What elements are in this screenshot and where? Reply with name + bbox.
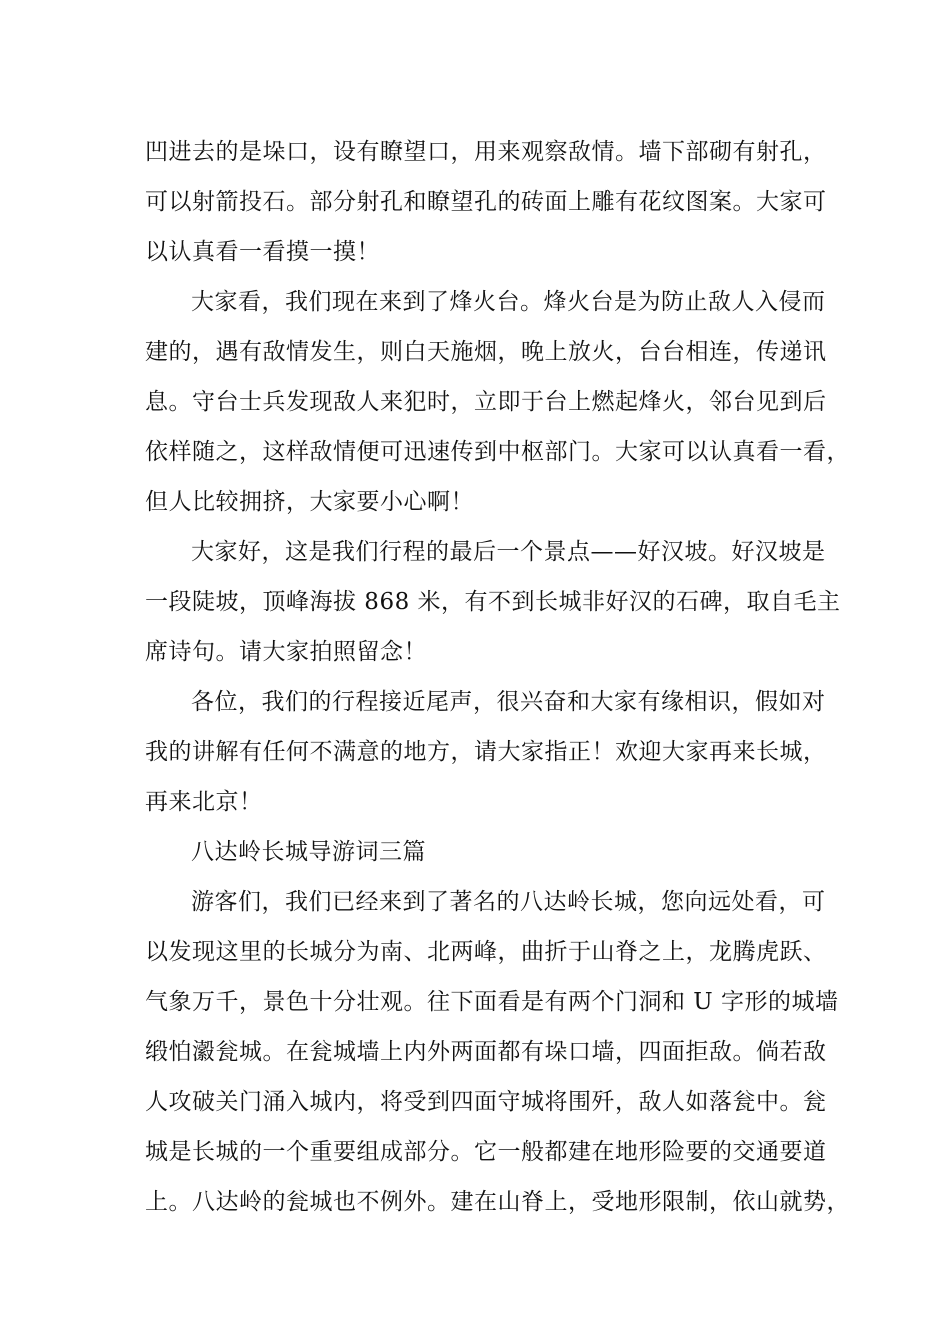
text-line: 气象万千，景色十分壮观。往下面看是有两个门洞和 U 字形的城墙 bbox=[145, 989, 839, 1015]
text-line: 人攻破关门涌入城内，将受到四面守城将围歼，敌人如落瓮中。瓮 bbox=[145, 1089, 827, 1115]
text-line: 上。八达岭的瓮城也不例外。建在山脊上，受地形限制，依山就势， bbox=[145, 1189, 850, 1215]
text-line: 以认真看一看摸一摸！ bbox=[145, 239, 380, 265]
paragraph-badaling-intro bbox=[145, 877, 850, 1227]
document-body bbox=[145, 127, 850, 1227]
heading-line: 八达岭长城导游词三篇 bbox=[191, 839, 426, 865]
text-line: 建的，遇有敌情发生，则白天施烟，晚上放火，台台相连，传递讯 bbox=[145, 339, 827, 365]
paragraph-beacon-tower bbox=[145, 277, 850, 527]
text-line: 大家好，这是我们行程的最后一个景点——好汉坡。好汉坡是 bbox=[191, 539, 826, 565]
text-line: 缎怕瀫瓮城。在瓮城墙上内外两面都有垛口墙，四面拒敌。倘若敌 bbox=[145, 1039, 827, 1065]
text-line: 城是长城的一个重要组成部分。它一般都建在地形险要的交通要道 bbox=[145, 1139, 827, 1165]
text-line: 可以射箭投石。部分射孔和瞭望孔的砖面上雕有花纹图案。大家可 bbox=[145, 189, 827, 215]
text-line: 以发现这里的长城分为南、北两峰，曲折于山脊之上，龙腾虎跃、 bbox=[145, 939, 827, 965]
text-line: 游客们，我们已经来到了著名的八达岭长城，您向远处看，可 bbox=[191, 889, 826, 915]
text-line: 但人比较拥挤，大家要小心啊！ bbox=[145, 489, 474, 515]
text-line: 各位，我们的行程接近尾声，很兴奋和大家有缘相识，假如对 bbox=[191, 689, 826, 715]
text-line: 席诗句。请大家拍照留念！ bbox=[145, 639, 427, 665]
text-line: 一段陡坡，顶峰海拔 868 米，有不到长城非好汉的石碑，取自毛主 bbox=[145, 589, 841, 615]
paragraph-wall-features bbox=[145, 127, 825, 277]
text-line: 依样随之，这样敌情便可迅速传到中枢部门。大家可以认真看一看， bbox=[145, 439, 850, 465]
paragraph-farewell bbox=[145, 677, 825, 827]
paragraph-haohan-slope bbox=[145, 527, 841, 677]
text-line: 再来北京！ bbox=[145, 789, 263, 815]
section-heading bbox=[145, 827, 825, 877]
text-line: 凹进去的是垛口，设有瞭望口，用来观察敌情。墙下部砌有射孔， bbox=[145, 139, 827, 165]
text-line: 息。守台士兵发现敌人来犯时，立即于台上燃起烽火，邻台见到后 bbox=[145, 389, 827, 415]
text-line: 我的讲解有任何不满意的地方，请大家指正！欢迎大家再来长城， bbox=[145, 739, 827, 765]
text-line: 大家看，我们现在来到了烽火台。烽火台是为防止敌人入侵而 bbox=[191, 289, 826, 315]
